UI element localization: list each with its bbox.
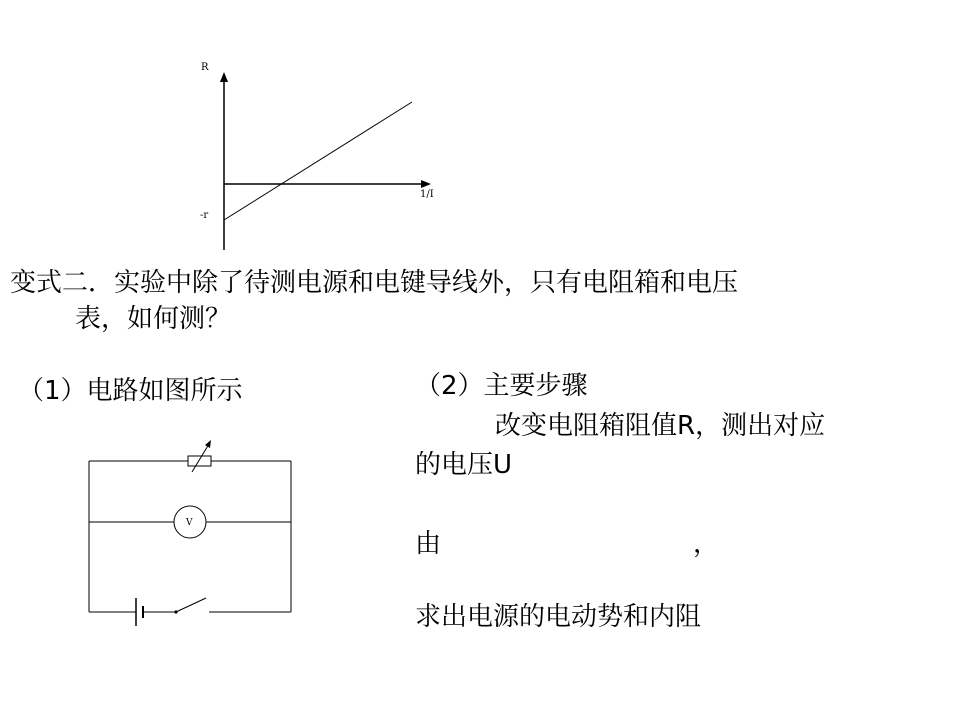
switch-lever	[176, 598, 206, 612]
x-axis-label: 1/I	[420, 189, 434, 200]
intercept-label: -r	[200, 210, 209, 221]
circuit-diagram	[80, 430, 310, 635]
part2-heading: （2）主要步骤	[415, 371, 588, 401]
y-axis-arrow	[220, 72, 228, 82]
part1-heading: （1）电路如图所示	[18, 376, 243, 406]
y-axis-label: R	[201, 62, 209, 73]
question-line-2: 表，如何测？	[75, 304, 232, 334]
question-line-1: 变式二．实验中除了待测电源和电键导线外，只有电阻箱和电压	[10, 268, 739, 298]
variable-arrow-icon	[205, 440, 211, 448]
step-line-1: 改变电阻箱阻值R，测出对应	[495, 411, 826, 441]
x-axis-arrow	[421, 180, 431, 188]
r-vs-inverse-current-graph	[190, 55, 450, 260]
fit-line	[224, 102, 412, 220]
variable-arrow-shaft	[192, 444, 209, 472]
resistance-box	[188, 456, 211, 466]
voltmeter-symbol: V	[186, 518, 193, 528]
comma-mark: ，	[693, 529, 720, 559]
conclusion-line: 求出电源的电动势和内阻	[415, 602, 702, 632]
from-word: 由	[415, 529, 442, 559]
step-line-2: 的电压U	[415, 450, 513, 480]
